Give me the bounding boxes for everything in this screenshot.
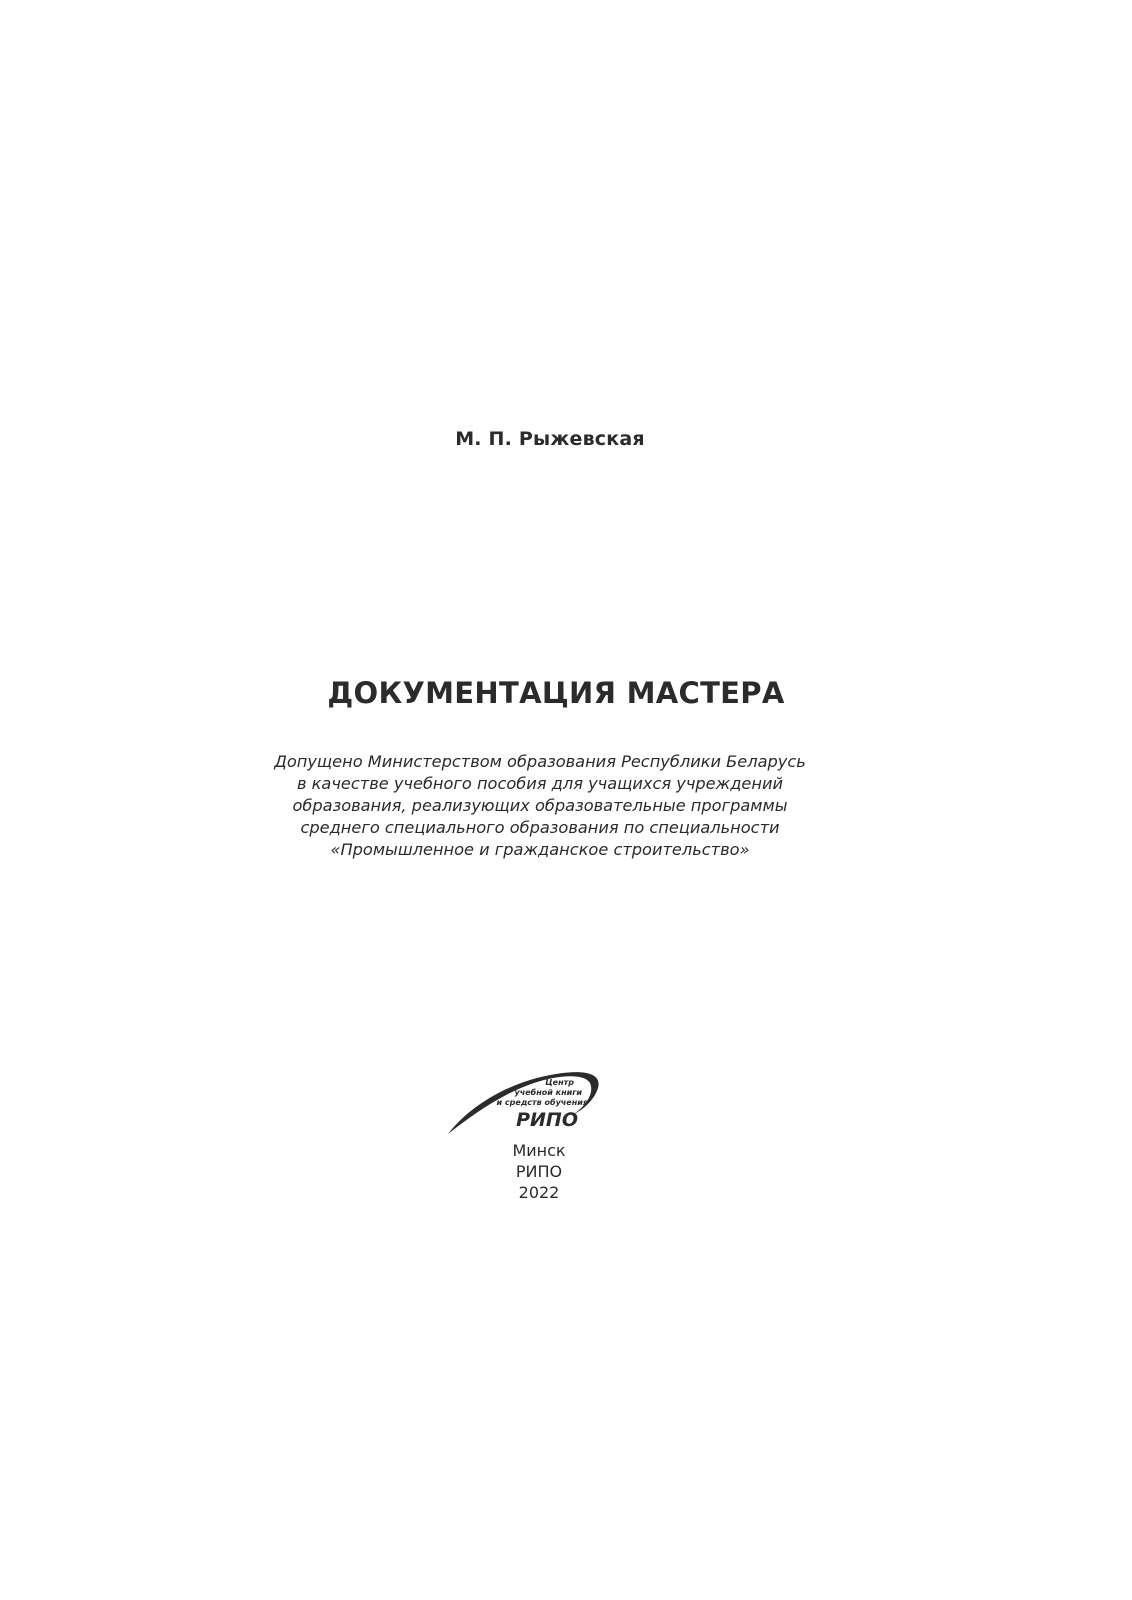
imprint-year: 2022	[518, 1183, 560, 1202]
approval-line-5: «Промышленное и гражданское строительство»	[330, 840, 750, 859]
approval-statement	[200, 751, 880, 861]
book-title: ДОКУМЕНТАЦИЯ МАСТЕРА	[327, 676, 785, 710]
logo-line-3: и средств обучения	[496, 1098, 588, 1107]
publisher-logo	[446, 1068, 606, 1140]
imprint-publisher: РИПО	[515, 1162, 563, 1181]
approval-line-2: в качестве учебного пособия для учащихся учреждений	[296, 774, 784, 793]
approval-line-1: Допущено Министерством образования Республики Беларусь	[274, 752, 806, 771]
logo-line-1: Центр	[545, 1078, 574, 1087]
logo-name: РИПО	[516, 1109, 578, 1131]
approval-line-4: среднего специального образования по специальности	[300, 818, 780, 837]
imprint	[0, 1140, 1078, 1203]
imprint-city: Минск	[512, 1141, 566, 1160]
author-name: М. П. Рыжевская	[455, 428, 645, 450]
logo-line-2: учебной книги	[514, 1088, 582, 1097]
approval-line-3: образования, реализующих образовательные программы	[292, 796, 788, 815]
